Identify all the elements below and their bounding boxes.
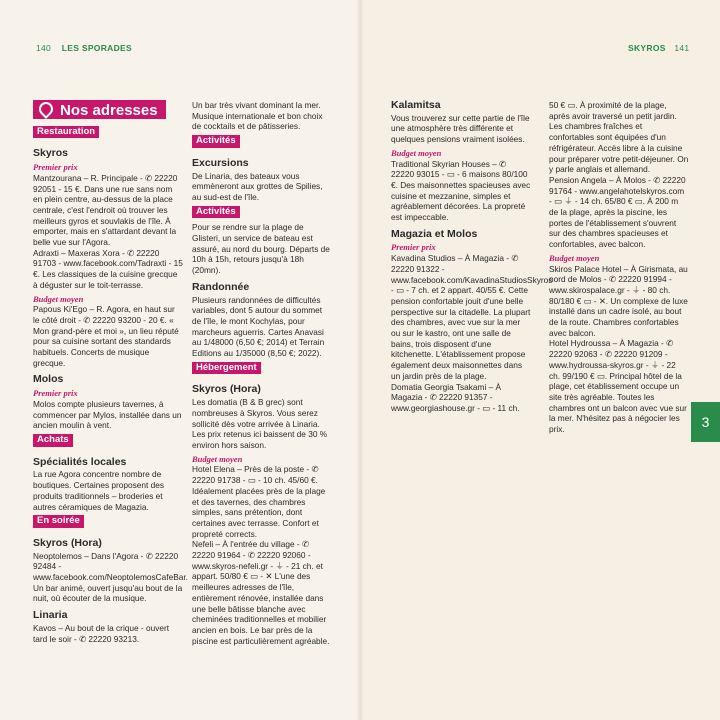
subheading-skyros-hora: Skyros (Hora) xyxy=(192,383,261,396)
section-restauration: Restauration xyxy=(33,126,99,139)
entry-kavadina-studios: Kavadina Studios – À Magazia - ✆ 22220 91322 - www.facebook.com/KavadinaStudiosSkyros - ▭ - 7 ch. et 2 appart. 40/55 €. Cette pension confortable jouit d'une belle perspective sur la citadelle. La plupart des chambres, avec vue sur la mer ou sur le kastro, ont une salle de bains, trois disposent d'une kitchenette. L'établissement propose également deux maisonnettes dans un jardin près de la plage. xyxy=(391,253,553,381)
column-4 xyxy=(549,100,689,435)
right-section-title: SKYROS xyxy=(628,43,666,53)
entry-nefeli: Nefeli – À l'entrée du village - ✆ 22220 91964 - ✆ 22220 92060 - www.skyros-nefeli.gr - ⏚ - 21 ch. et appart. 50/80 € ▭ - ✕ L'une des meilleures adresses de l'île, entièrement rénovée, installée dans une belle bâtisse blanche avec cheminées traditionnelles et mobilier ancien en bois. Le bar près de la piscine est particulièrement agréable. xyxy=(192,539,330,646)
subheading-linaria: Linaria xyxy=(33,609,68,622)
right-running-header xyxy=(628,43,689,53)
subheading-kalamitsa: Kalamitsa xyxy=(391,99,441,111)
subheading-skyros-hora: Skyros (Hora) xyxy=(33,536,102,549)
label-budget-moyen: Budget moyen xyxy=(33,293,84,304)
entry-georgia-continuation: 50 € ▭. À proximité de la plage, après avoir traversé un petit jardin. Les chambres fraîches et confortables sont équipées d'un réfrigérateur. Accès libre à la cuisine pour préparer votre petit-déjeuner. On y parle anglais et allemand. xyxy=(549,100,689,175)
entry-hotel-elena: Hotel Elena – Près de la poste - ✆ 22220 91738 - ▭ - 10 ch. 45/60 €. Idéalement placées près de la plage et des tavernes, des chambres simples, sans prétention, dont certaines avec terrasse. Confort et propreté corrects. xyxy=(192,464,326,539)
section-hebergement: Hébergement xyxy=(192,362,261,375)
section-activites: Activités xyxy=(192,206,240,219)
entry-domatia-georgia: Domatia Georgia Tsakami – À Magazia - ✆ 22220 91357 - www.georgiashouse.gr - ▭ - 11 ch. xyxy=(391,381,520,413)
left-running-header xyxy=(36,43,132,53)
entry-pension-angela: Pension Angela – À Molos - ✆ 22220 91764 - www.angelahotelskyros.com - ▭ ⏚ - 14 ch. 65/80 € ▭. À 200 m de la plage, après la piscine, les portes de l'établissement s'ouvrent sur des chambres spacieuses et confortables, avec balcon. xyxy=(549,174,686,250)
column-3 xyxy=(391,99,553,414)
section-achats: Achats xyxy=(33,434,73,447)
label-premier-prix: Premier prix xyxy=(391,242,436,253)
entry-glisteri: Pour se rendre sur la plage de Glisteri, un service de bateau est assuré, au nord du bourg. Départs de 10h à 15h, retours jusqu'à 18h (20mn). xyxy=(192,222,330,276)
subheading-magazia-molos: Magazia et Molos xyxy=(391,227,478,240)
subheading-excursions: Excursions xyxy=(192,156,249,169)
subheading-skyros: Skyros xyxy=(33,147,69,160)
left-page-number: 140 xyxy=(36,43,52,53)
location-pin-icon xyxy=(36,99,56,119)
bar-continuation: Un bar très vivant dominant la mer. Musique internationale et bon choix de cocktails et de pâtisseries. xyxy=(192,100,323,132)
entry-mantzourana: Mantzourana – R. Principale - ✆ 22220 92051 - 15 €. Dans une rue sans nom en plein centre, au-dessus de la place centrale, c'est l'endroit où trouver les meilleurs gyros et souvlakis de l'île. À emporter, mais en s'attardant devant la belle vue sur l'Agora. xyxy=(33,172,178,248)
section-activites: Activités xyxy=(192,135,240,148)
entry-randonnee: Plusieurs randonnées de difficultés variables, dont 5 autour du sommet de l'île, le mont Kochylas, pour marcheurs aguerris. Cartes Anavasi au 1/48000 (6,50 €; 2014) et Terrain Editions au 1/35000 (8,50 €; 2022). xyxy=(192,294,325,359)
entry-traditional-skyrian-houses: Traditional Skyrian Houses – ✆ 22220 93015 - ▭ - 6 maisons 80/100 €. Des maisonnettes spacieuses avec cuisine et mezzanine, simples et agréablement décorées. La propreté est impeccable. xyxy=(391,158,531,223)
subheading-molos: Molos xyxy=(33,373,64,386)
label-premier-prix: Premier prix xyxy=(33,388,78,399)
label-budget-moyen: Budget moyen xyxy=(192,453,243,464)
entry-papous-ki-ego: Papous Ki'Ego – R. Agora, en haut sur le côté droit - ✆ 22220 93200 - 20 €. « Mon grand-père et moi », un lieu réputé pour sa cuisine sortant des standards habituels. Concerts de musique grecque. xyxy=(33,304,179,368)
entry-molos: Molos compte plusieurs tavernes, à commencer par Mylos, installée dans un ancien moulin à vent. xyxy=(33,398,182,431)
section-en-soiree: En soirée xyxy=(33,515,84,528)
label-budget-moyen: Budget moyen xyxy=(391,147,442,158)
column-2 xyxy=(192,100,332,646)
column-1 xyxy=(33,100,188,644)
entry-hotel-hydroussa: Hotel Hydroussa – À Magazia - ✆ 22220 92063 - ✆ 22220 91209 - www.hydroussa-skyros.gr - ⏚ - 22 ch. 99/190 € ▭. Principal hôtel de la plage, cet établissement occupe un site très agréable. Toutes les chambres ont un balcon avec vue sur la mer. N'hésitez pas à négocier les prix. xyxy=(549,338,687,435)
subheading-specialites: Spécialités locales xyxy=(33,455,127,468)
subheading-randonnee: Randonnée xyxy=(192,280,250,293)
chapter-tab: 3 xyxy=(691,402,720,442)
entry-domatia: Les domatia (B & B grec) sont nombreuses à Skyros. Vous serez sollicité dès votre arrivée à Linaria. Les prix retenus ici baissent de 30 % environ hors saison. xyxy=(192,397,328,450)
left-section-title: LES SPORADES xyxy=(61,43,132,53)
right-page-number: 141 xyxy=(674,43,690,53)
entry-adraxti: Adraxti – Maxeras Xora - ✆ 22220 91703 - www.facebook.com/Tadraxti - 15 €. Les classiques de la cuisine grecque à déguster sur le toit-terrasse. xyxy=(33,247,183,290)
entry-excursions: De Linaria, des bateaux vous emmèneront aux grottes de Spilies, au sud-est de l'île. xyxy=(192,170,323,202)
addresses-heading: Nos adresses xyxy=(33,100,166,119)
label-premier-prix: Premier prix xyxy=(33,162,78,173)
entry-agora-shops: La rue Agora concentre nombre de boutiques. Certaines proposent des produits traditionnels – broderies et autres céramiques de Magazia. xyxy=(33,469,164,512)
entry-kalamitsa: Vous trouverez sur cette partie de l'île une atmosphère très différente et quelques pensions vraiment isolées. xyxy=(391,112,530,145)
entry-kavos: Kavos – Au bout de la crique - ouvert tard le soir - ✆ 22220 93213. xyxy=(33,622,170,644)
book-gutter xyxy=(356,0,364,720)
entry-neoptolemos: Neoptolemos – Dans l'Agora - ✆ 22220 92484 - www.facebook.com/NeoptolemosCafeBar. Un bar animé, ouvert jusqu'au bout de la nuit, où écouter de la musique. xyxy=(33,550,188,604)
label-budget-moyen: Budget moyen xyxy=(549,252,600,263)
entry-skiros-palace: Skiros Palace Hotel – À Girismata, au nord de Molos - ✆ 22220 91994 - www.skirospalace.gr - ⏚ - 80 ch. 80/180 € ▭ - ✕. Un complexe de luxe installé dans un cadre isolé, au bout de la route. Chambres confortables avec balcon. xyxy=(549,263,688,338)
